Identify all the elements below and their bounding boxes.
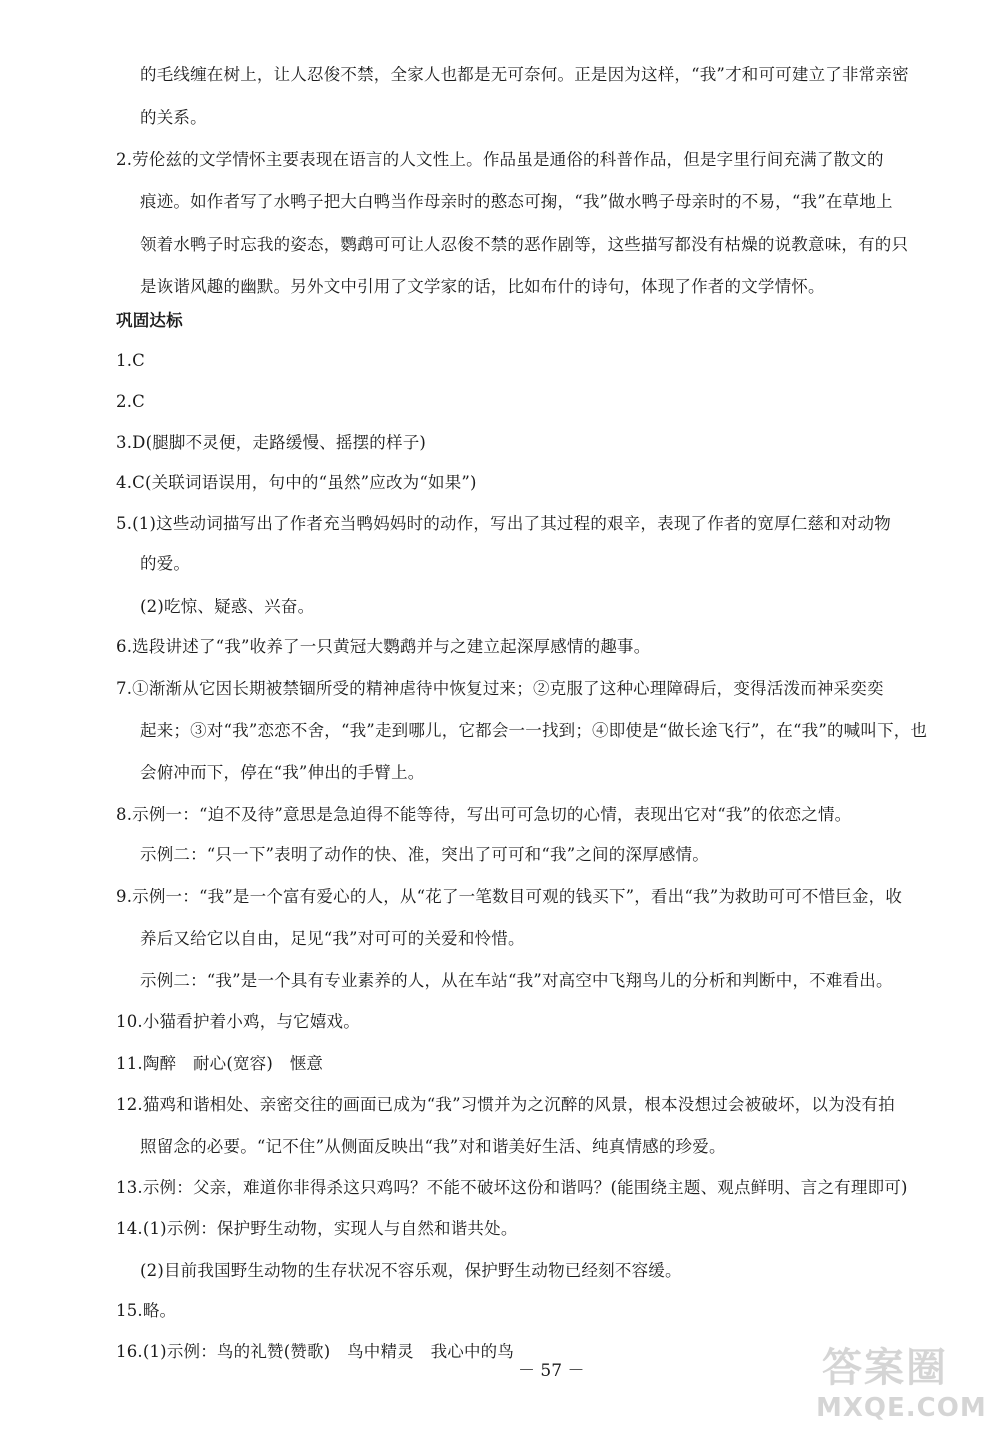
- text-line: 9.示例一：“我”是一个富有爱心的人，从“花了一笔数目可观的钱买下”，看出“我”为救助可可不惜巨金，收: [116, 887, 903, 906]
- text-line: 10.小猫看护着小鸡，与它嬉戏。: [116, 1012, 360, 1031]
- text-line: (2)目前我国野生动物的生存状况不容乐观，保护野生动物已经刻不容缓。: [140, 1261, 682, 1280]
- text-line: 3.D(腿脚不灵便，走路缓慢、摇摆的样子): [116, 433, 427, 452]
- watermark-title: 答案圈: [822, 1345, 948, 1391]
- text-line: 领着水鸭子时忘我的姿态，鹦鹉可可让人忍俊不禁的恶作剧等，这些描写都没有枯燥的说教意味，有的只: [140, 235, 909, 254]
- page-number: － 57 －: [518, 1361, 585, 1381]
- text-line: 照留念的必要。“记不住”从侧面反映出“我”对和谐美好生活、纯真情感的珍爱。: [140, 1137, 726, 1156]
- text-line: 起来；③对“我”恋恋不舍，“我”走到哪儿，它都会一一找到；④即使是“做长途飞行”，在“我”的喊叫下，也: [140, 721, 928, 740]
- text-line: 13.示例：父亲，难道你非得杀这只鸡吗？不能不破坏这份和谐吗？(能围绕主题、观点鲜明、言之有理即可): [116, 1178, 908, 1197]
- text-line: 11.陶醉 耐心(宽容) 惬意: [116, 1054, 324, 1073]
- text-line: 14.(1)示例：保护野生动物，实现人与自然和谐共处。: [116, 1219, 518, 1238]
- text-line: (2)吃惊、疑惑、兴奋。: [140, 597, 315, 616]
- text-line: 会俯冲而下，停在“我”伸出的手臂上。: [140, 763, 425, 782]
- text-line: 16.(1)示例：鸟的礼赞(赞歌) 鸟中精灵 我心中的鸟: [116, 1342, 515, 1361]
- text-line: 2.劳伦兹的文学情怀主要表现在语言的人文性上。作品虽是通俗的科普作品，但是字里行间充满了散文的: [116, 150, 884, 169]
- text-line: 12.猫鸡和谐相处、亲密交往的画面已成为“我”习惯并为之沉醉的风景，根本没想过会被破坏，以为没有拍: [116, 1095, 895, 1114]
- watermark-logo: [812, 1346, 990, 1426]
- section-heading: 巩固达标: [116, 311, 183, 330]
- text-line: 养后又给它以自由，足见“我”对可可的关爱和怜惜。: [140, 929, 525, 948]
- text-line: 5.(1)这些动词描写出了作者充当鸭妈妈时的动作，写出了其过程的艰辛，表现了作者的宽厚仁慈和对动物: [116, 514, 891, 533]
- text-line: 的爱。: [140, 554, 191, 573]
- text-line: 的关系。: [140, 108, 207, 127]
- text-line: 8.示例一：“迫不及待”意思是急迫得不能等待，写出可可急切的心情，表现出它对“我”的依恋之情。: [116, 805, 852, 824]
- watermark-url: MXQE.COM: [816, 1393, 987, 1423]
- text-line: 1.C: [116, 351, 145, 370]
- text-line: 7.①渐渐从它因长期被禁锢所受的精神虐待中恢复过来；②克服了这种心理障碍后，变得活泼而神采奕奕: [116, 679, 884, 698]
- text-line: 6.选段讲述了“我”收养了一只黄冠大鹦鹉并与之建立起深厚感情的趣事。: [116, 637, 651, 656]
- text-line: 是诙谐风趣的幽默。另外文中引用了文学家的话，比如布什的诗句，体现了作者的文学情怀。: [140, 277, 825, 296]
- text-line: 示例二：“只一下”表明了动作的快、准，突出了可可和“我”之间的深厚感情。: [140, 845, 709, 864]
- text-line: 的毛线缠在树上，让人忍俊不禁，全家人也都是无可奈何。正是因为这样，“我”才和可可建立了非常亲密: [140, 65, 909, 84]
- text-line: 2.C: [116, 392, 145, 411]
- text-line: 15.略。: [116, 1301, 177, 1320]
- text-line: 示例二：“我”是一个具有专业素养的人，从在车站“我”对高空中飞翔鸟儿的分析和判断中，不难看出。: [140, 971, 893, 990]
- text-line: 4.C(关联词语误用，句中的“虽然”应改为“如果”): [116, 473, 477, 492]
- text-line: 痕迹。如作者写了水鸭子把大白鸭当作母亲时的憨态可掬，“我”做水鸭子母亲时的不易，“我”在草地上: [140, 192, 893, 211]
